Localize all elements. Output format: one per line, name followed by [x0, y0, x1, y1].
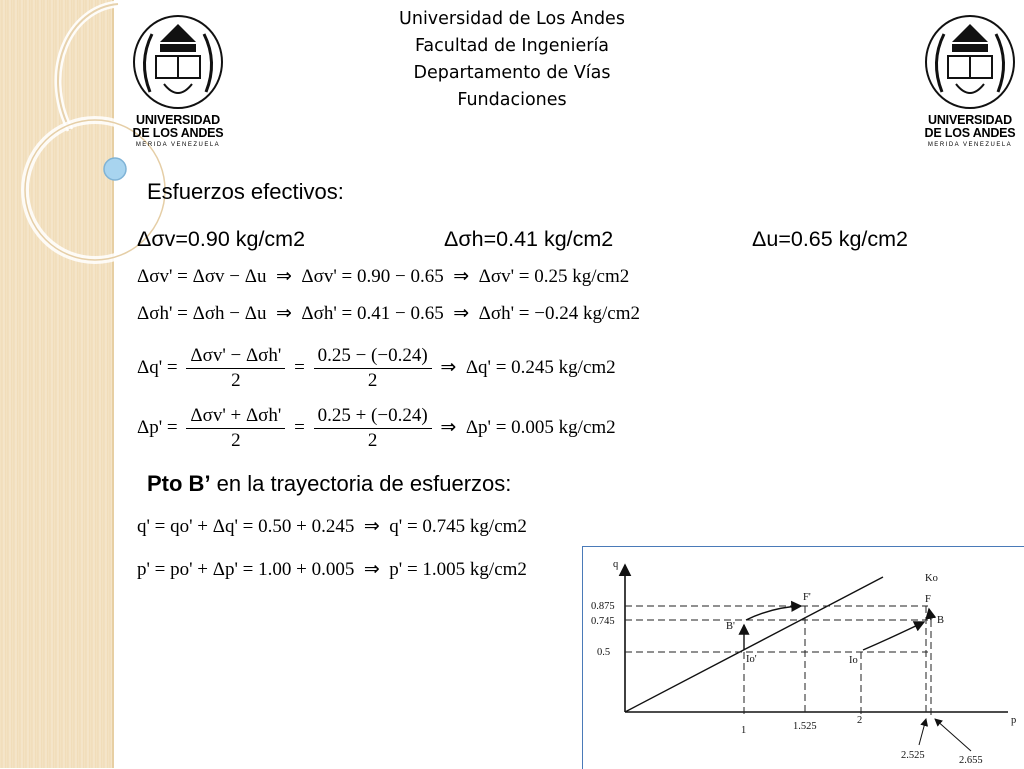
- fraction-denominator: 2: [367, 430, 378, 451]
- equation-delta-q-effective: [137, 344, 616, 393]
- fraction-denominator: 2: [367, 370, 378, 391]
- equation-p-effective: [137, 558, 527, 581]
- section-title-point-b: [147, 471, 511, 497]
- equation-delta-sigma-h-effective: [137, 302, 640, 325]
- eq2-mid: Δσh' = 0.41 − 0.65: [301, 303, 444, 324]
- point-f-prime-label: F': [803, 592, 811, 603]
- path-b-to-f: [929, 609, 931, 620]
- point-b-label: Pto B’: [147, 471, 211, 496]
- pointer-2-655: [935, 719, 971, 751]
- logo-name-line2: DE LOS ANDES: [132, 126, 224, 140]
- point-io-label: Io: [849, 655, 858, 666]
- equals-icon: =: [294, 416, 305, 438]
- q-axis-label: q: [613, 559, 619, 570]
- eq3-lhs: Δq' =: [137, 356, 178, 378]
- fraction: [186, 344, 285, 393]
- x-tick-1-525: 1.525: [793, 721, 817, 732]
- implies-icon: ⇒: [271, 266, 297, 287]
- eq4-lhs: Δp' =: [137, 416, 178, 438]
- eq1-mid: Δσv' = 0.90 − 0.65: [301, 266, 444, 287]
- ko-label: Ko: [925, 573, 938, 584]
- delta-sigma-h-value: Δσh=0.41 kg/cm2: [444, 227, 614, 251]
- delta-u-value: Δu=0.65 kg/cm2: [752, 227, 908, 251]
- point-io-prime-label: Io': [746, 654, 757, 665]
- header-faculty: Facultad de Ingeniería: [414, 36, 610, 56]
- implies-icon: ⇒: [440, 356, 462, 378]
- header-university: Universidad de Los Andes: [399, 9, 625, 29]
- fraction-numerator: 0.25 − (−0.24): [314, 344, 432, 369]
- y-tick-0-875: 0.875: [591, 601, 615, 612]
- eq2-rhs: Δσh' = −0.24 kg/cm2: [478, 303, 640, 324]
- logo-name-line1: UNIVERSIDAD: [928, 113, 1012, 127]
- fraction: [314, 404, 432, 453]
- path-io-to-b: [863, 622, 924, 650]
- logo-name-line1: UNIVERSIDAD: [136, 113, 220, 127]
- eq3-rhs: Δq' = 0.245 kg/cm2: [465, 356, 616, 378]
- equation-q-effective: [137, 515, 527, 538]
- stress-path-svg: [583, 547, 1024, 769]
- implies-icon: ⇒: [448, 266, 474, 287]
- section-title-effective-stresses: Esfuerzos efectivos:: [147, 179, 344, 204]
- implies-icon: ⇒: [359, 559, 385, 580]
- path-b-prime-to-f-prime: [746, 606, 801, 620]
- section-title-rest: en la trayectoria de esfuerzos:: [210, 471, 512, 496]
- fraction: [314, 344, 432, 393]
- equation-delta-sigma-v-effective: [137, 265, 629, 288]
- point-b-label-diagram: B: [937, 615, 945, 626]
- logo-name-line2: DE LOS ANDES: [924, 126, 1016, 140]
- y-tick-0-5: 0.5: [597, 647, 611, 658]
- logo-subtitle: MERIDA VENEZUELA: [135, 142, 221, 148]
- point-b-prime-label: B': [726, 621, 735, 632]
- fraction-denominator: 2: [231, 370, 241, 391]
- eq1-lhs: Δσv' = Δσv − Δu: [137, 266, 267, 287]
- fraction-numerator: Δσv' − Δσh': [186, 344, 285, 369]
- ko-line: [625, 577, 883, 712]
- implies-icon: ⇒: [440, 416, 462, 438]
- fraction-numerator: 0.25 + (−0.24): [314, 404, 432, 429]
- fraction-denominator: 2: [231, 430, 241, 451]
- university-seal-icon: [130, 12, 226, 116]
- implies-icon: ⇒: [271, 303, 297, 324]
- fraction-numerator: Δσv' + Δσh': [186, 404, 285, 429]
- decorative-dot: [104, 158, 126, 180]
- eq6-lhs: p' = po' + Δp' = 1.00 + 0.005: [137, 559, 355, 580]
- pointer-2-525: [919, 719, 926, 745]
- x-tick-2: 2: [857, 715, 863, 726]
- x-tick-2-525: 2.525: [901, 750, 925, 761]
- eq5-rhs: q' = 0.745 kg/cm2: [389, 516, 527, 537]
- p-axis-label: p: [1011, 715, 1017, 726]
- eq1-rhs: Δσv' = 0.25 kg/cm2: [478, 266, 630, 287]
- implies-icon: ⇒: [359, 516, 385, 537]
- eq4-rhs: Δp' = 0.005 kg/cm2: [465, 416, 616, 438]
- university-seal-icon: [922, 12, 1018, 116]
- eq6-rhs: p' = 1.005 kg/cm2: [389, 559, 527, 580]
- header-course: Fundaciones: [457, 90, 567, 110]
- university-logo-right: [922, 12, 1018, 152]
- fraction: [186, 404, 285, 453]
- stress-path-diagram: [582, 546, 1024, 769]
- eq5-lhs: q' = qo' + Δq' = 0.50 + 0.245: [137, 516, 355, 537]
- dashed-guides: [625, 606, 931, 715]
- delta-sigma-v-value: Δσv=0.90 kg/cm2: [137, 227, 306, 251]
- point-f-label: F: [925, 594, 931, 605]
- x-tick-2-655: 2.655: [959, 755, 983, 766]
- equals-icon: =: [294, 356, 305, 378]
- eq2-lhs: Δσh' = Δσh − Δu: [137, 303, 267, 324]
- implies-icon: ⇒: [448, 303, 474, 324]
- x-tick-1: 1: [741, 725, 747, 736]
- university-logo-left: [130, 12, 226, 152]
- logo-subtitle: MERIDA VENEZUELA: [927, 142, 1013, 148]
- header-department: Departamento de Vías: [413, 63, 611, 83]
- y-tick-0-745: 0.745: [591, 616, 615, 627]
- equation-delta-p-effective: [137, 404, 616, 453]
